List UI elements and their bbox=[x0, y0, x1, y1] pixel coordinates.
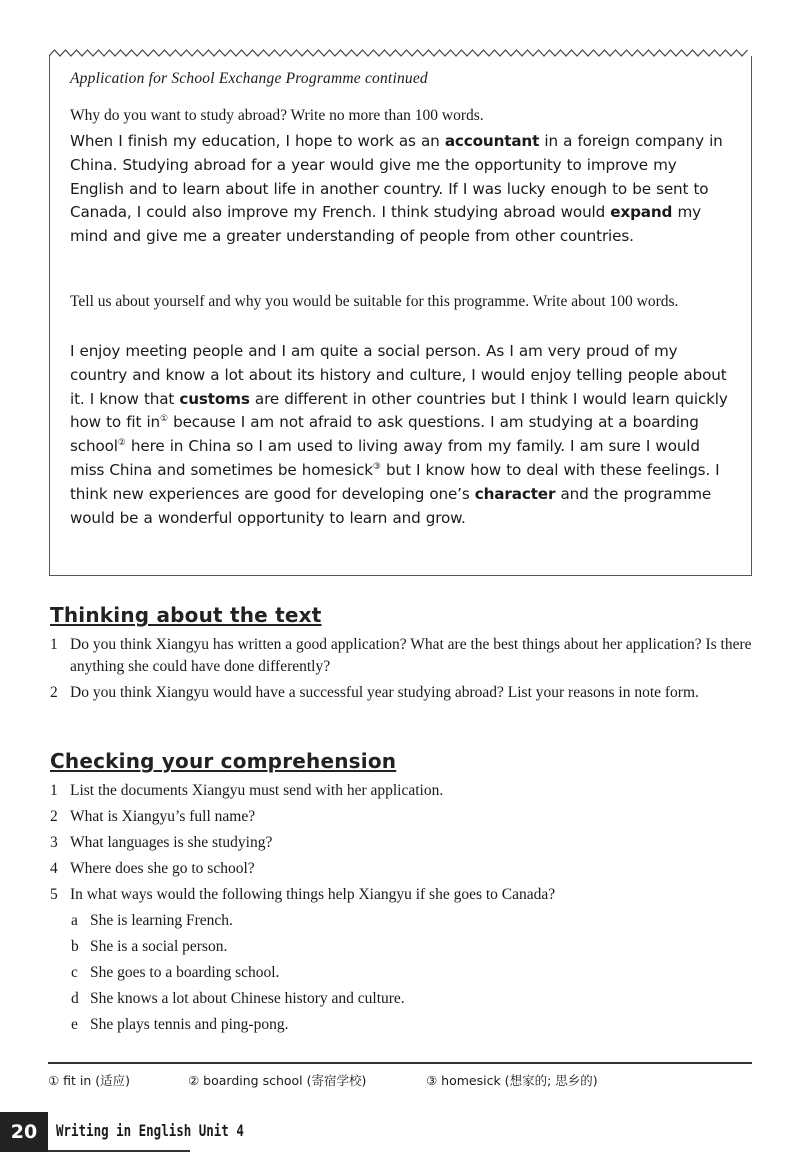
sub-list-item: d She knows a lot about Chinese history and culture. bbox=[71, 990, 405, 1007]
comprehension-questions-list bbox=[50, 780, 760, 1040]
list-item: 1 Do you think Xiangyu has written a good application? What are the best things about her application? Is there anything she could have done differently? bbox=[50, 636, 752, 675]
list-item: 3 What languages is she studying? bbox=[50, 834, 273, 851]
footer-underline bbox=[48, 1150, 190, 1152]
list-item: 1 List the documents Xiangyu must send with her application. bbox=[50, 782, 444, 799]
answer-about-yourself: I enjoy meeting people and I am quite a social person. As I am very proud of my country and know a lot about its history and culture, I would enjoy telling people about it. I know that customs are different in other countries but I think I would learn quickly how to fit in① because I am not afraid to ask questions. I am studying at a boarding school② here in China so I am used to living away from my family. I am sure I would miss China and sometimes be homesick③ but I know how to deal with these feelings. I think new experiences are good for developing one’s character and the programme would be a wonderful opportunity to learn and grow. bbox=[70, 342, 728, 527]
list-item: 2 What is Xiangyu’s full name? bbox=[50, 808, 256, 825]
section-title-thinking: Thinking about the text bbox=[50, 603, 322, 627]
question-why-study-abroad: Why do you want to study abroad? Write no more than 100 words. bbox=[70, 107, 484, 124]
footnote-marker-3: ③ bbox=[372, 461, 381, 472]
list-item: 4 Where does she go to school? bbox=[50, 860, 255, 877]
page-footer bbox=[0, 1112, 244, 1152]
sub-list-item: c She goes to a boarding school. bbox=[71, 964, 280, 981]
page-number: 20 bbox=[0, 1112, 48, 1152]
sub-list-item: b She is a social person. bbox=[71, 938, 228, 955]
list-item: 2 Do you think Xiangyu would have a successful year studying abroad? List your reasons in note form. bbox=[50, 684, 699, 701]
footnote-marker-2: ② bbox=[117, 438, 126, 449]
sub-list-item: e She plays tennis and ping-pong. bbox=[71, 1016, 289, 1033]
keyword-accountant: accountant bbox=[444, 132, 540, 150]
list-item: 5 In what ways would the following things help Xiangyu if she goes to Canada? bbox=[50, 886, 556, 903]
section-title-checking: Checking your comprehension bbox=[50, 749, 397, 773]
keyword-expand: expand bbox=[610, 203, 673, 222]
unit-label: Writing in English Unit 4 bbox=[56, 1121, 244, 1140]
answer-why-study-abroad: When I finish my education, I hope to work as an accountant in a foreign company in China. Studying abroad for a year would give me the opportunity to improve my English and to learn about life in another country. If I was lucky enough to be sent to Canada, I could also improve my French. I think studying abroad would expand my mind and give me a greater understanding of people from other countries. bbox=[70, 132, 723, 246]
question-about-yourself: Tell us about yourself and why you would be suitable for this programme. Write about 100 words. bbox=[70, 293, 679, 310]
keyword-customs: customs bbox=[179, 389, 250, 408]
footnote-boarding-school: ② boarding school (寄宿学校) bbox=[188, 1073, 367, 1088]
footnote-fit-in: ① fit in (适应) bbox=[48, 1073, 131, 1088]
keyword-character: character bbox=[474, 484, 556, 503]
application-title: Application for School Exchange Programme continued bbox=[70, 70, 428, 87]
torn-edge-decoration bbox=[49, 46, 752, 62]
footnote-homesick: ③ homesick (想家的; 思乡的) bbox=[426, 1073, 598, 1088]
sub-list-item: a She is learning French. bbox=[71, 912, 233, 929]
footnote-marker-1: ① bbox=[160, 414, 168, 425]
thinking-questions-list bbox=[50, 634, 760, 708]
footnote-divider bbox=[48, 1062, 752, 1064]
